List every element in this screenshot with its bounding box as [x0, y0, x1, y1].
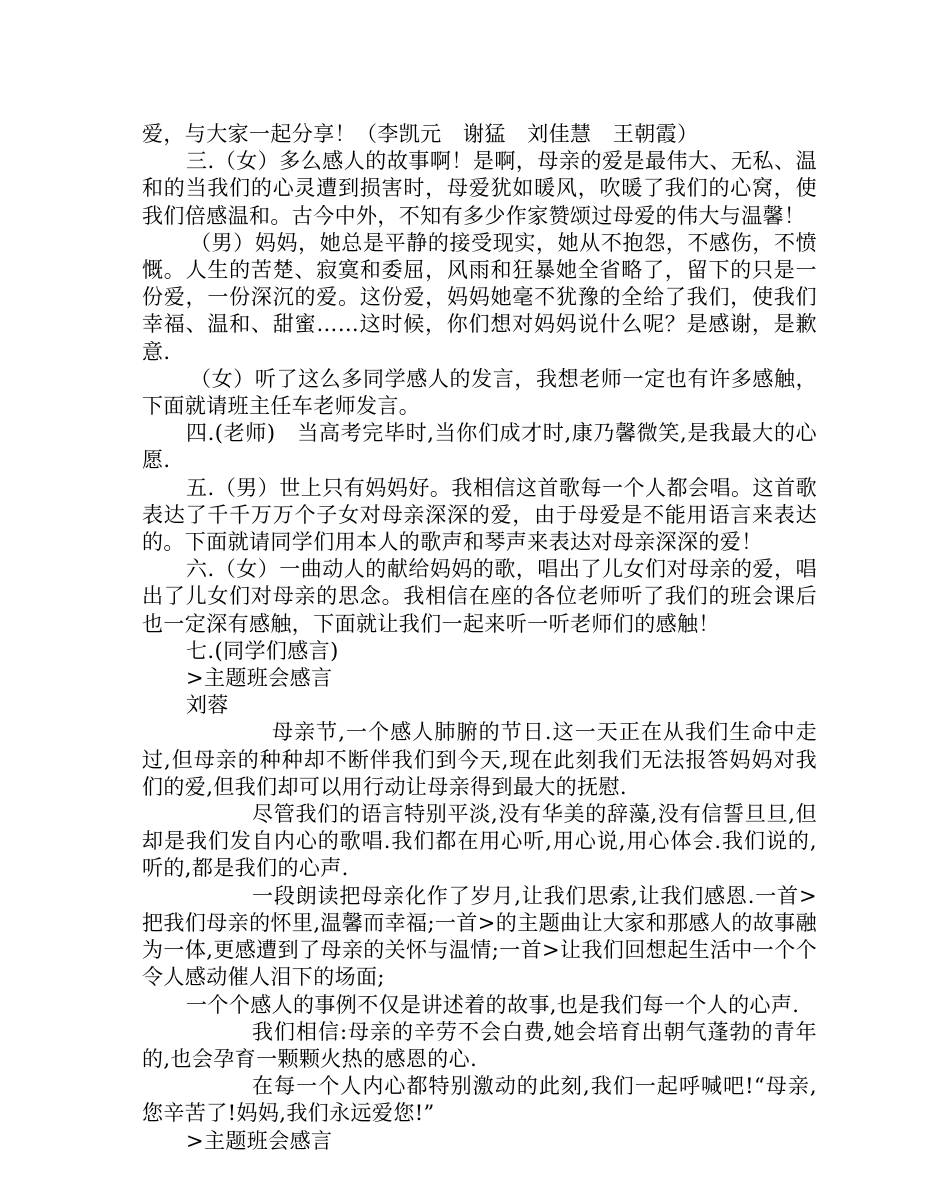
subheading-theme-reflection: >主题班会感言: [186, 666, 333, 691]
paragraph-male-speaker: （男）妈妈，她总是平静的接受现实，她从不抱怨，不感伤，不愤慨。人生的苦楚、寂寞和委屈，风雨和狂暴她全省略了，留下的只是一份爱，一份深沉的爱。这份爱，妈妈她毫不犹豫的全给了我们，使我们幸福、温和、甜蜜……这时候，你们想对妈妈说什么呢？是感谢，是歉意.: [142, 230, 817, 364]
section-7-heading: 七.(同学们感言): [186, 638, 339, 663]
document-body: [142, 121, 817, 1155]
paragraph-section-3: 三.（女）多么感人的故事啊！是啊，母亲的爱是最伟大、无私、温和的当我们的心灵遭到损害时，母爱犹如暖风，吹暖了我们的心窝，使我们倍感温和。古今中外，不知有多少作家赞颂过母爱的伟大与温馨！: [142, 149, 817, 228]
essay-paragraph-3: 一段朗读把母亲化作了岁月,让我们思索,让我们感恩.一首>把我们母亲的怀里,温馨而幸福;一首>的主题曲让大家和那感人的故事融为一体,更感遭到了母亲的关怀与温情;一首>让我们回想起生活中一个个令人感动催人泪下的场面;: [142, 883, 817, 990]
paragraph-section-5: 五.（男）世上只有妈妈好。我相信这首歌每一个人都会唱。这首歌表达了千千万万个子女对母亲深深的爱，由于母爱是不能用语言来表达的。下面就请同学们用本人的歌声和琴声来表达对母亲深深的爱！: [142, 475, 817, 555]
author-name: 刘蓉: [186, 693, 229, 718]
essay-paragraph-1: 母亲节,一个感人肺腑的节日.这一天正在从我们生命中走过,但母亲的种种却不断伴我们到今天,现在此刻我们无法报答妈妈对我们的爱,但我们却可以用行动让母亲得到最大的抚慰.: [142, 720, 817, 799]
essay-paragraph-4: 一个个感人的事例不仅是讲述着的故事,也是我们每一个人的心声.: [186, 992, 800, 1017]
paragraph-section-6: 六.（女）一曲动人的献给妈妈的歌，唱出了儿女们对母亲的爱，唱出了儿女们对母亲的思念。我相信在座的各位老师听了我们的班会课后也一定深有感触，下面就让我们一起来听一听老师们的感触！: [142, 557, 817, 636]
essay-paragraph-5: 我们相信:母亲的辛劳不会白费,她会培育出朝气蓬勃的青年的,也会孕育一颗颗火热的感恩的心.: [142, 1019, 817, 1071]
paragraph-continued: 爱，与大家一起分享！（李凯元 谢猛 刘佳慧 王朝霞）: [142, 122, 699, 146]
essay-paragraph-2: 尽管我们的语言特别平淡,没有华美的辞藻,没有信誓旦旦,但却是我们发自内心的歌唱.我们都在用心听,用心说,用心体会.我们说的,听的,都是我们的心声.: [142, 802, 817, 881]
essay-paragraph-6: 在每一个人内心都特别激动的此刻,我们一起呼喊吧!“母亲,您辛苦了!妈妈,我们永远爱您!”: [142, 1074, 817, 1126]
paragraph-section-4: 四.(老师) 当高考完毕时,当你们成才时,康乃馨微笑,是我最大的心愿.: [142, 421, 817, 473]
subheading-theme-reflection-2: >主题班会感言: [186, 1128, 333, 1153]
paragraph-female-speaker: （女）听了这么多同学感人的发言，我想老师一定也有许多感触，下面就请班主任车老师发言。: [142, 366, 817, 419]
